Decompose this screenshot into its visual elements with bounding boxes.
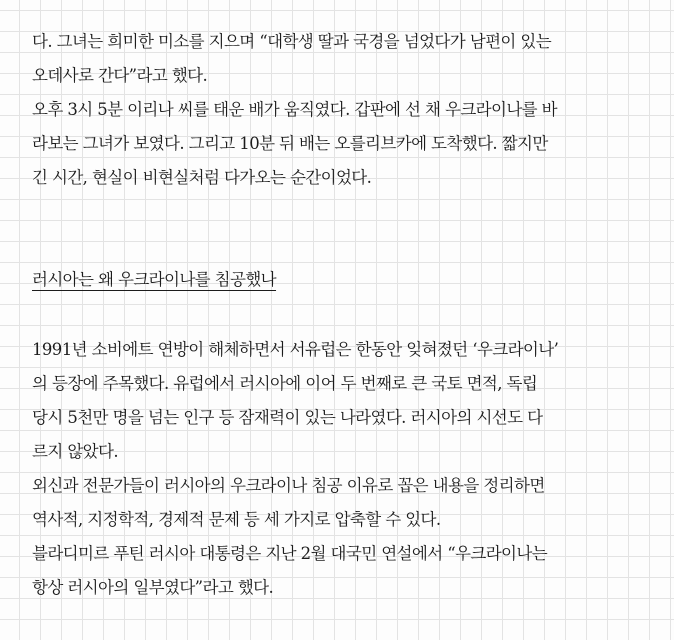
paragraph-2-line-2: 라보는 그녀가 보였다. 그리고 10분 뒤 배는 오를리브카에 도착했다. 짧지만	[32, 134, 548, 153]
paragraph-1-line-2: 오데사로 간다”라고 했다.	[32, 66, 208, 85]
paragraph-1-line-1: 다. 그녀는 희미한 미소를 지으며 “대학생 딸과 국경을 넘었다가 남편이 있는	[32, 32, 552, 51]
paragraph-5-line-2: 항상 러시아의 일부였다”라고 했다.	[32, 578, 274, 597]
paragraph-3-line-4: 르지 않았다.	[32, 442, 118, 461]
paragraph-4-line-1: 외신과 전문가들이 러시아의 우크라이나 침공 이유로 꼽은 내용을 정리하면	[32, 476, 545, 495]
paragraph-2-line-3: 긴 시간, 현실이 비현실처럼 다가오는 순간이었다.	[32, 168, 372, 187]
paragraph-2-line-1: 오후 3시 5분 이리나 씨를 태운 배가 움직였다. 갑판에 선 채 우크라이나를 바	[32, 100, 558, 119]
paragraph-5-line-1: 블라디미르 푸틴 러시아 대통령은 지난 2월 대국민 연설에서 “우크라이나는	[32, 544, 548, 563]
paragraph-3-line-3: 당시 5천만 명을 넘는 인구 등 잠재력이 있는 나라였다. 러시아의 시선도 다	[32, 408, 543, 427]
paragraph-4-line-2: 역사적, 지정학적, 경제적 문제 등 세 가지로 압축할 수 있다.	[32, 510, 441, 529]
section-heading: 러시아는 왜 우크라이나를 침공했나	[32, 270, 277, 289]
paragraph-3-line-1: 1991년 소비에트 연방이 해체하면서 서유럽은 한동안 잊혀졌던 ‘우크라이나’	[32, 340, 559, 359]
paragraph-3-line-2: 의 등장에 주목했다. 유럽에서 러시아에 이어 두 번째로 큰 국토 면적, 독립	[32, 374, 538, 393]
